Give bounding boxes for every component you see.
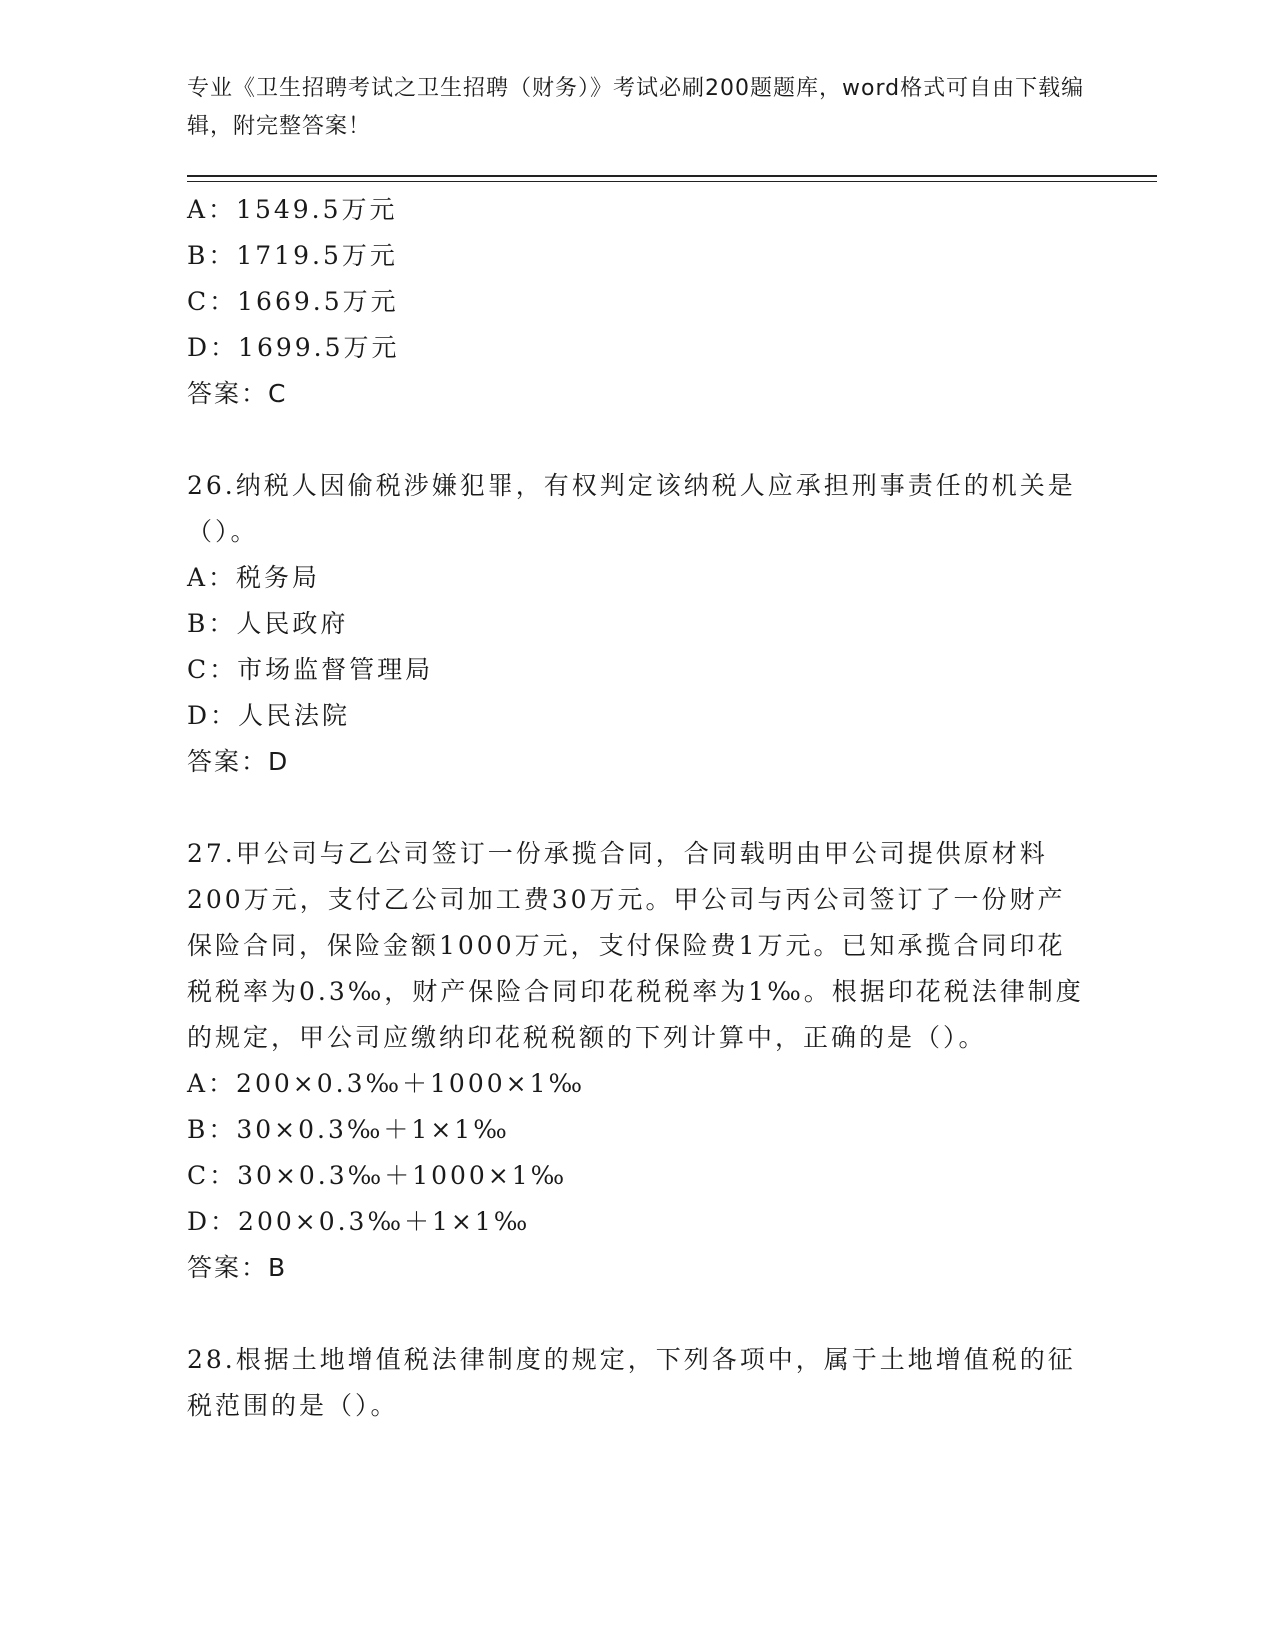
q27-option-d: D：200×0.3‰＋1×1‰ xyxy=(187,1207,531,1236)
q26-option-d: D：人民法院 xyxy=(187,701,351,730)
q27-answer: 答案：B xyxy=(187,1253,288,1282)
q25-option-b: B：1719.5万元 xyxy=(187,241,398,270)
q27-option-a: A：200×0.3‰＋1000×1‰ xyxy=(187,1069,586,1098)
question-25-block xyxy=(187,187,1087,417)
q26-option-b: B：人民政府 xyxy=(187,609,349,638)
q25-option-a: A：1549.5万元 xyxy=(187,195,398,224)
question-26-block xyxy=(187,463,1087,785)
q26-answer: 答案：D xyxy=(187,747,290,776)
question-27-block xyxy=(187,831,1087,1291)
q25-option-d: D：1699.5万元 xyxy=(187,333,400,362)
q25-answer: 答案：C xyxy=(187,379,288,408)
q26-stem: 26.纳税人因偷税涉嫌犯罪，有权判定该纳税人应承担刑事责任的机关是（）。 xyxy=(187,471,1076,546)
q27-option-c: C：30×0.3‰＋1000×1‰ xyxy=(187,1161,568,1190)
q25-option-c: C：1669.5万元 xyxy=(187,287,399,316)
q26-option-c: C：市场监督管理局 xyxy=(187,655,434,684)
q28-stem: 28.根据土地增值税法律制度的规定，下列各项中，属于土地增值税的征税范围的是（）。 xyxy=(187,1345,1076,1420)
q27-stem: 27.甲公司与乙公司签订一份承揽合同，合同载明由甲公司提供原材料200万元，支付乙公司加工费30万元。甲公司与丙公司签订了一份财产保险合同，保险金额1000万元，支付保险费1万元。已知承揽合同印花税税率为0.3‰，财产保险合同印花税税率为1‰。根据印花税法律制度的规定，甲公司应缴纳印花税税额的下列计算中，正确的是（）。 xyxy=(187,839,1084,1052)
question-list xyxy=(187,187,1087,1429)
q27-option-b: B：30×0.3‰＋1×1‰ xyxy=(187,1115,510,1144)
q26-option-a: A：税务局 xyxy=(187,563,321,592)
question-28-block xyxy=(187,1337,1087,1429)
document-header: 专业《卫生招聘考试之卫生招聘（财务）》考试必刷200题题库，word格式可自由下载编辑，附完整答案！ xyxy=(187,76,1085,139)
header-divider xyxy=(187,175,1157,182)
